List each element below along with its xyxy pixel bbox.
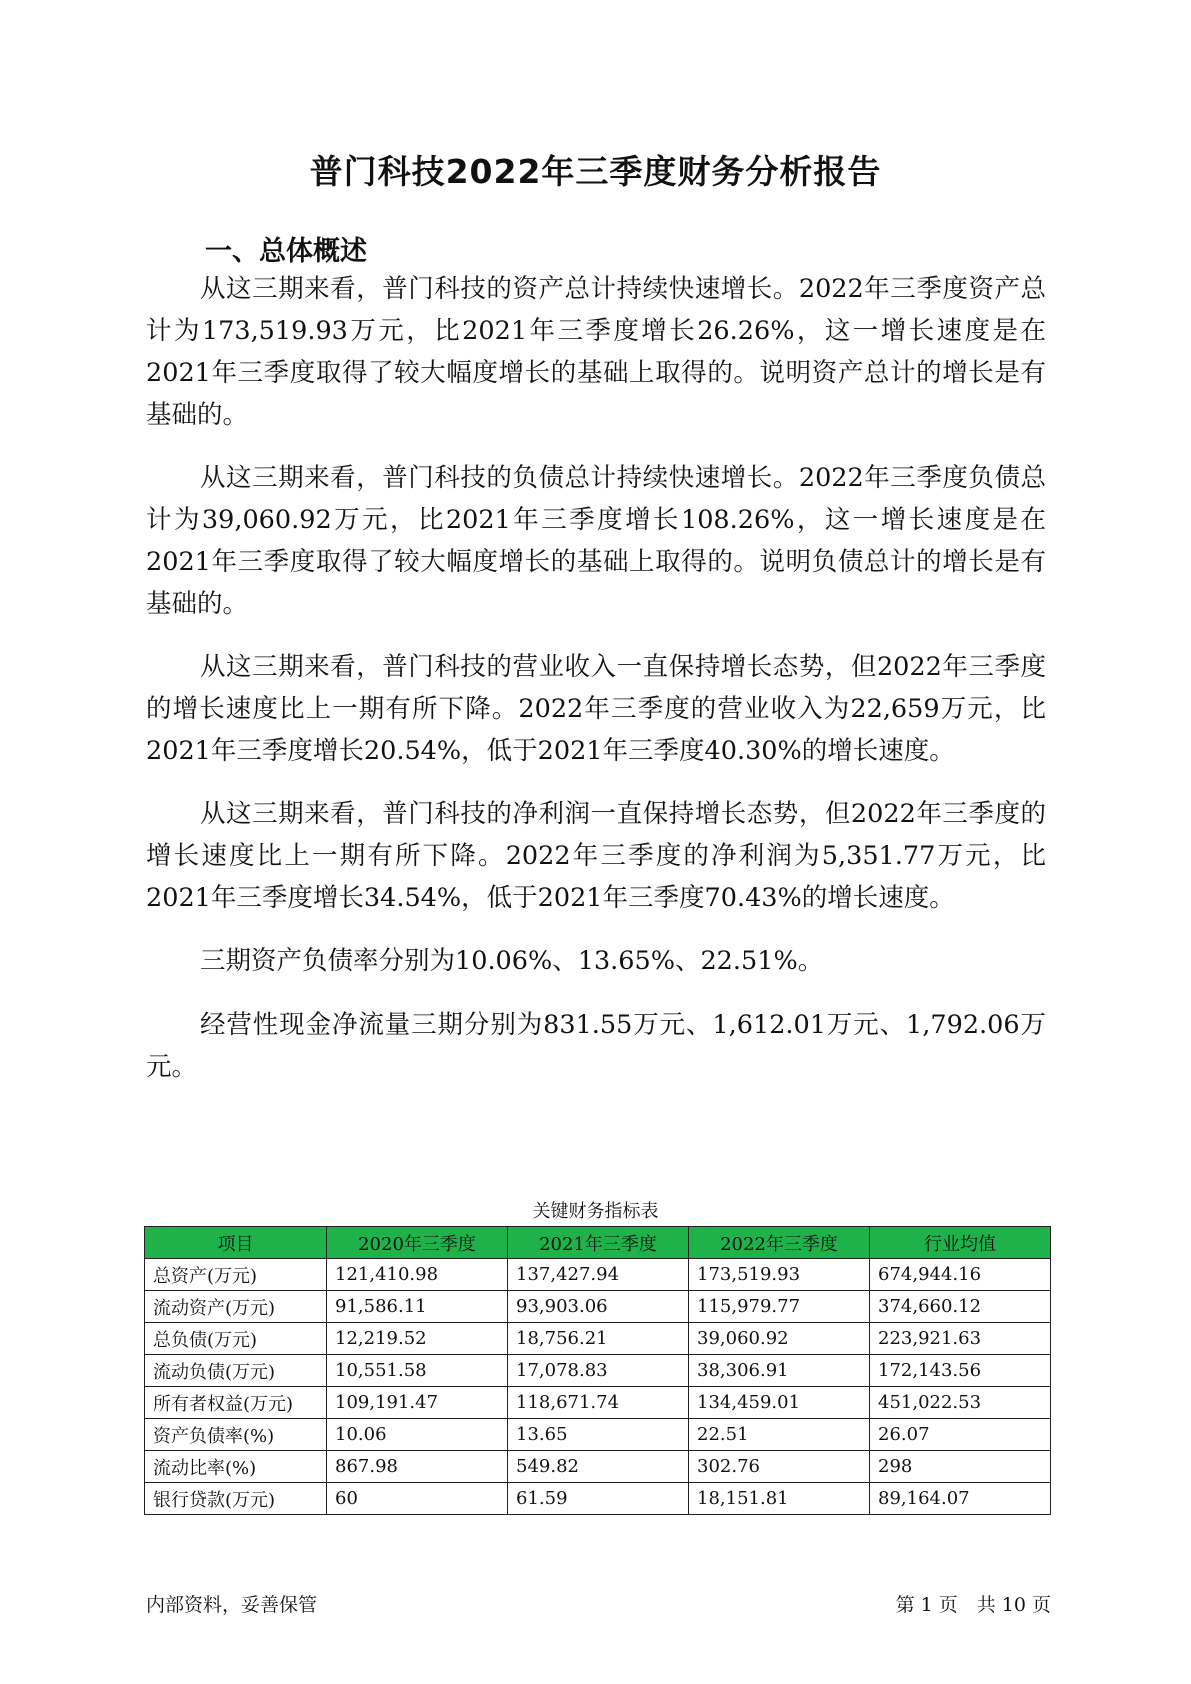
row-label: 资产负债率(%) bbox=[145, 1419, 327, 1451]
paragraph-revenue: 从这三期来看，普门科技的营业收入一直保持增长态势，但2022年三季度的增长速度比上一期有所下降。2022年三季度的营业收入为22,659万元，比2021年三季度增长20.54%，低于2021年三季度40.30%的增长速度。 bbox=[146, 652, 1046, 766]
table-row bbox=[145, 1451, 1051, 1483]
row-label: 所有者权益(万元) bbox=[145, 1387, 327, 1419]
table-caption: 关键财务指标表 bbox=[532, 1201, 659, 1222]
table-cell: 549.82 bbox=[508, 1451, 689, 1483]
table-cell: 172,143.56 bbox=[870, 1355, 1051, 1387]
table-header-row bbox=[145, 1227, 1051, 1259]
header-item: 项目 bbox=[145, 1227, 327, 1259]
table-cell: 61.59 bbox=[508, 1483, 689, 1515]
table-cell: 121,410.98 bbox=[327, 1259, 508, 1291]
key-financial-table bbox=[144, 1226, 1051, 1515]
footer-page-number: 第 1 页 共 10 页 bbox=[895, 1594, 1051, 1616]
table-cell: 26.07 bbox=[870, 1419, 1051, 1451]
table-row bbox=[145, 1291, 1051, 1323]
table-cell: 867.98 bbox=[327, 1451, 508, 1483]
table-cell: 109,191.47 bbox=[327, 1387, 508, 1419]
table-cell: 173,519.93 bbox=[689, 1259, 870, 1291]
row-label: 流动资产(万元) bbox=[145, 1291, 327, 1323]
row-label: 流动负债(万元) bbox=[145, 1355, 327, 1387]
table-row bbox=[145, 1355, 1051, 1387]
table-cell: 137,427.94 bbox=[508, 1259, 689, 1291]
table-cell: 451,022.53 bbox=[870, 1387, 1051, 1419]
table-cell: 89,164.07 bbox=[870, 1483, 1051, 1515]
table-row bbox=[145, 1419, 1051, 1451]
table-cell: 91,586.11 bbox=[327, 1291, 508, 1323]
header-2022q3: 2022年三季度 bbox=[689, 1227, 870, 1259]
table-row bbox=[145, 1259, 1051, 1291]
table-cell: 302.76 bbox=[689, 1451, 870, 1483]
table-cell: 118,671.74 bbox=[508, 1387, 689, 1419]
table-cell: 134,459.01 bbox=[689, 1387, 870, 1419]
table-cell: 12,219.52 bbox=[327, 1323, 508, 1355]
footer-confidential-note: 内部资料，妥善保管 bbox=[146, 1594, 318, 1616]
table-cell: 60 bbox=[327, 1483, 508, 1515]
paragraph-net-profit: 从这三期来看，普门科技的净利润一直保持增长态势，但2022年三季度的增长速度比上一期有所下降。2022年三季度的净利润为5,351.77万元，比2021年三季度增长34.54%，低于2021年三季度70.43%的增长速度。 bbox=[146, 799, 1046, 913]
table-row bbox=[145, 1323, 1051, 1355]
table-cell: 298 bbox=[870, 1451, 1051, 1483]
paragraph-assets: 从这三期来看，普门科技的资产总计持续快速增长。2022年三季度资产总计为173,519.93万元，比2021年三季度增长26.26%，这一增长速度是在2021年三季度取得了较大幅度增长的基础上取得的。说明资产总计的增长是有基础的。 bbox=[146, 274, 1046, 430]
row-label: 总负债(万元) bbox=[145, 1323, 327, 1355]
header-2021q3: 2021年三季度 bbox=[508, 1227, 689, 1259]
table-cell: 10,551.58 bbox=[327, 1355, 508, 1387]
table-cell: 674,944.16 bbox=[870, 1259, 1051, 1291]
table-cell: 22.51 bbox=[689, 1419, 870, 1451]
row-label: 总资产(万元) bbox=[145, 1259, 327, 1291]
table-cell: 10.06 bbox=[327, 1419, 508, 1451]
section-heading: 一、总体概述 bbox=[205, 236, 367, 267]
paragraph-debt-ratio: 三期资产负债率分别为10.06%、13.65%、22.51%。 bbox=[200, 946, 824, 976]
page-title: 普门科技2022年三季度财务分析报告 bbox=[309, 152, 882, 191]
table-cell: 223,921.63 bbox=[870, 1323, 1051, 1355]
table-row bbox=[145, 1387, 1051, 1419]
table-cell: 374,660.12 bbox=[870, 1291, 1051, 1323]
table-cell: 17,078.83 bbox=[508, 1355, 689, 1387]
header-industry-avg: 行业均值 bbox=[870, 1227, 1051, 1259]
table-row bbox=[145, 1483, 1051, 1515]
table-cell: 13.65 bbox=[508, 1419, 689, 1451]
paragraph-liabilities: 从这三期来看，普门科技的负债总计持续快速增长。2022年三季度负债总计为39,060.92万元，比2021年三季度增长108.26%，这一增长速度是在2021年三季度取得了较大幅度增长的基础上取得的。说明负债总计的增长是有基础的。 bbox=[146, 463, 1046, 619]
table-cell: 38,306.91 bbox=[689, 1355, 870, 1387]
table-cell: 93,903.06 bbox=[508, 1291, 689, 1323]
paragraph-cash-flow: 经营性现金净流量三期分别为831.55万元、1,612.01万元、1,792.06万元。 bbox=[146, 1010, 1046, 1082]
table-cell: 18,756.21 bbox=[508, 1323, 689, 1355]
table-cell: 18,151.81 bbox=[689, 1483, 870, 1515]
row-label: 流动比率(%) bbox=[145, 1451, 327, 1483]
table-cell: 115,979.77 bbox=[689, 1291, 870, 1323]
header-2020q3: 2020年三季度 bbox=[327, 1227, 508, 1259]
row-label: 银行贷款(万元) bbox=[145, 1483, 327, 1515]
table-cell: 39,060.92 bbox=[689, 1323, 870, 1355]
